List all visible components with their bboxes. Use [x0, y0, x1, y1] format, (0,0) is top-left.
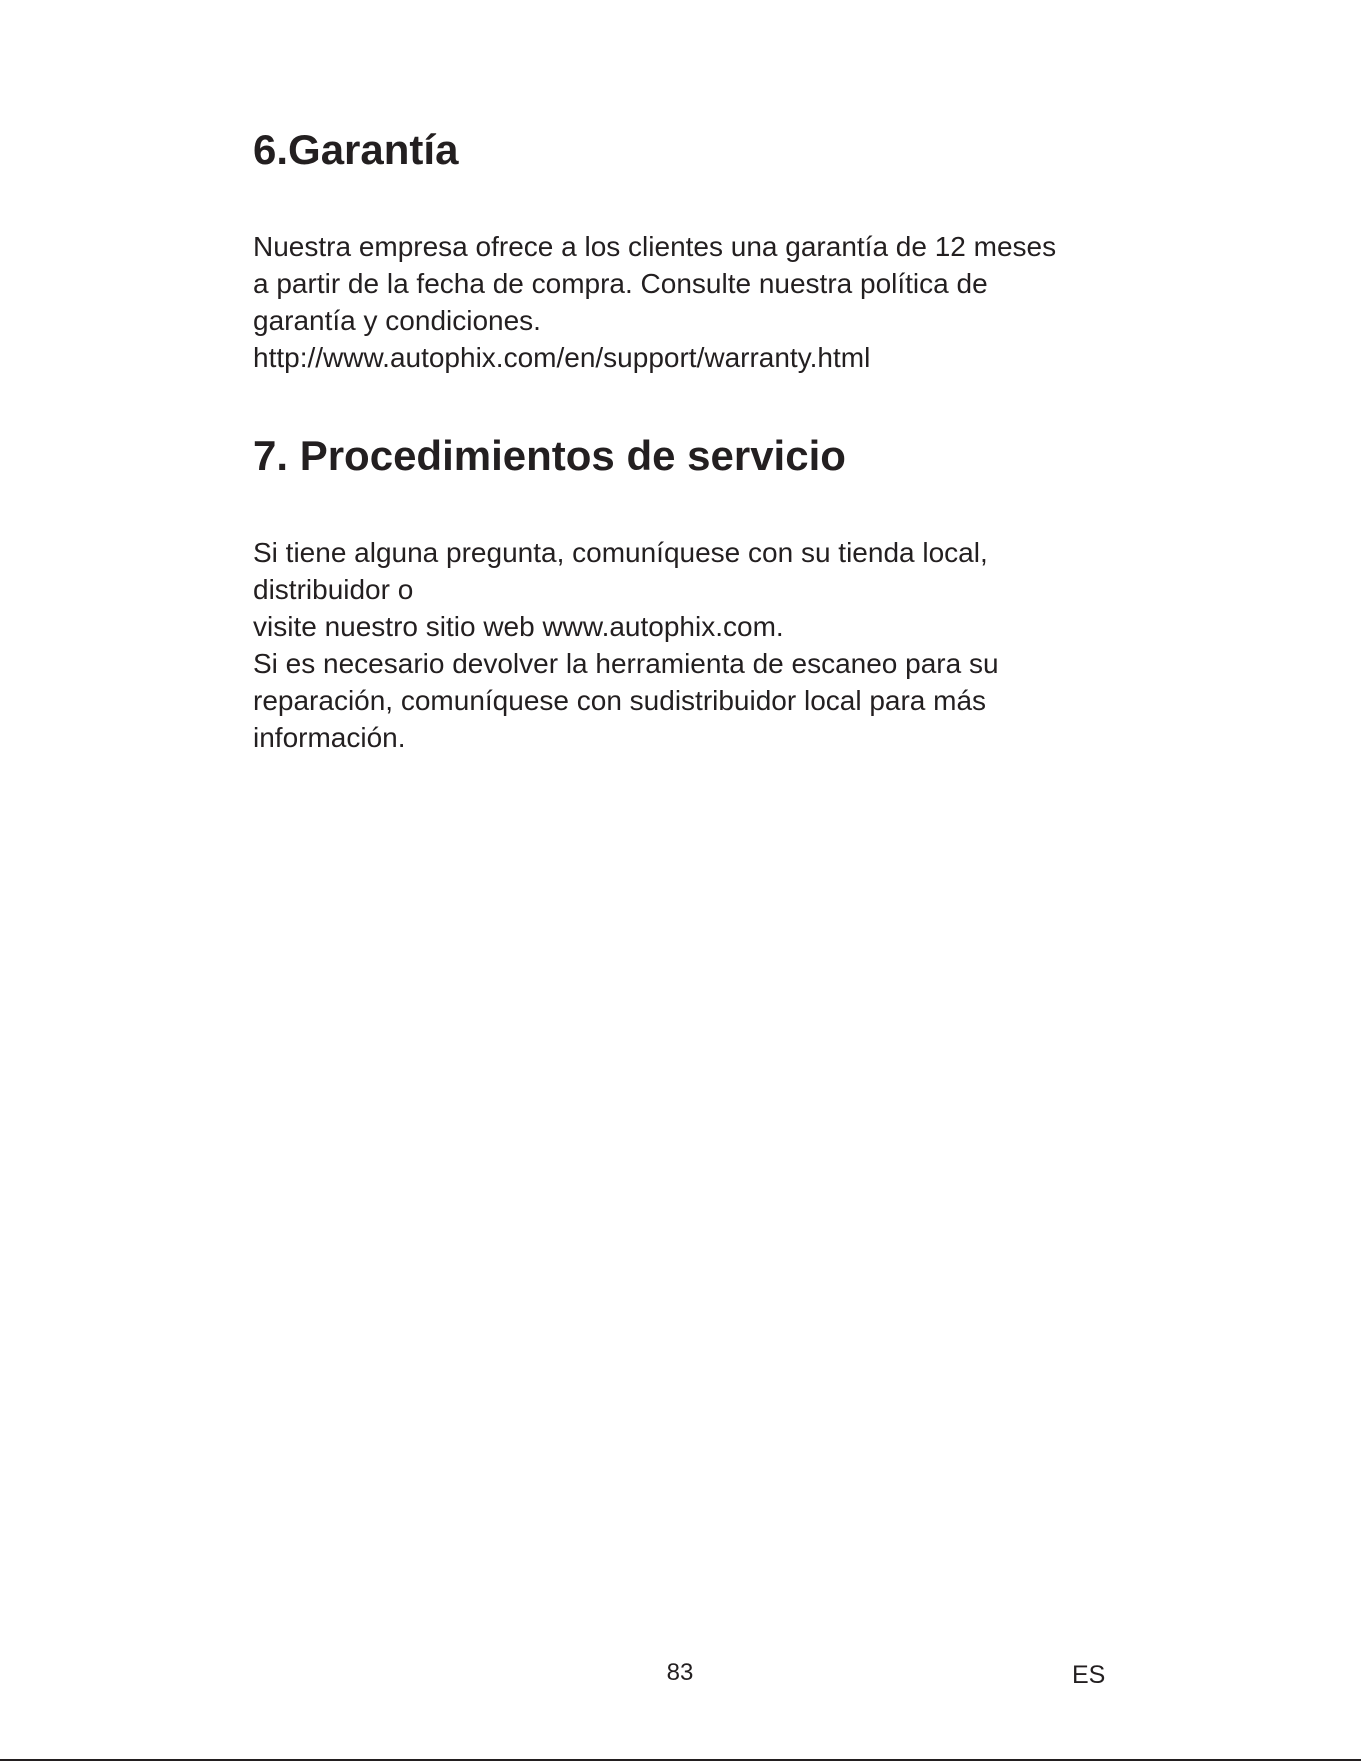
service-line: reparación, comuníquese con sudistribuidor local para más: [253, 685, 987, 716]
page-number: 83: [666, 1659, 694, 1686]
warranty-line: a partir de la fecha de compra. Consulte nuestra política de: [253, 268, 988, 299]
section-heading-service: 7. Procedimientos de servicio: [253, 432, 846, 479]
service-line: Si tiene alguna pregunta, comuníquese con su tienda local,: [253, 537, 988, 568]
warranty-paragraph: [253, 228, 1056, 376]
service-line: distribuidor o: [253, 574, 414, 605]
language-code: ES: [1072, 1661, 1106, 1689]
warranty-line: Nuestra empresa ofrece a los clientes una garantía de 12 meses: [253, 231, 1057, 262]
service-line: información.: [253, 722, 406, 753]
service-line: visite nuestro sitio web www.autophix.com.: [253, 611, 784, 642]
warranty-line: garantía y condiciones.: [253, 305, 541, 336]
section-heading-warranty: 6.Garantía: [253, 126, 459, 173]
service-paragraph: [253, 534, 999, 756]
warranty-url: http://www.autophix.com/en/support/warranty.html: [253, 342, 871, 373]
service-line: Si es necesario devolver la herramienta de escaneo para su: [253, 648, 999, 679]
